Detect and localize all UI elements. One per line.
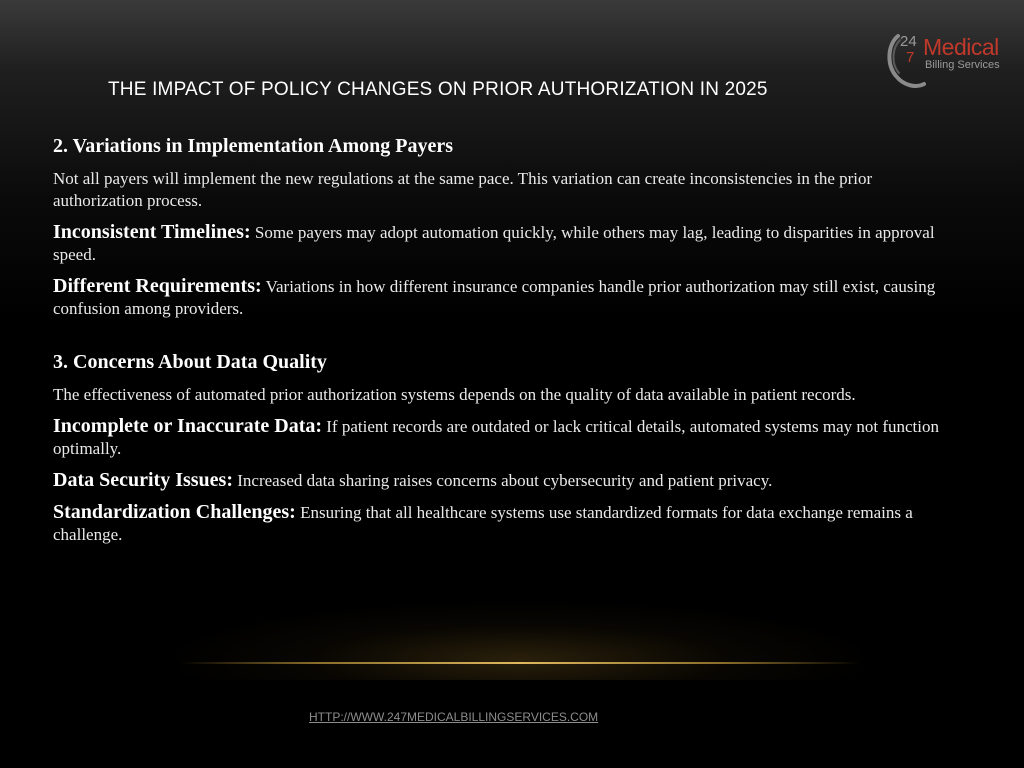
item-label: Data Security Issues: — [53, 469, 233, 491]
section-3-intro: The effectiveness of automated prior authorization systems depends on the quality of data available in patient records. — [53, 385, 856, 404]
item-label: Different Requirements: — [53, 275, 262, 297]
logo-word: Medical — [923, 34, 999, 60]
section-3-heading: 3. Concerns About Data Quality — [53, 351, 327, 373]
item-label: Inconsistent Timelines: — [53, 221, 251, 243]
item-label: Standardization Challenges: — [53, 501, 296, 523]
logo-subtitle: Billing Services — [925, 59, 1000, 71]
section-2-item — [53, 275, 963, 320]
section-2-intro: Not all payers will implement the new regulations at the same pace. This variation can create inconsistencies in the prior authorization process. — [53, 169, 873, 210]
company-logo — [886, 30, 1006, 92]
section-spacer — [53, 329, 963, 349]
footer-glow — [160, 600, 880, 680]
footer-divider — [180, 662, 860, 664]
slide-title: THE IMPACT OF POLICY CHANGES ON PRIOR AUTHORIZATION IN 2025 — [108, 79, 768, 100]
section-3-item — [53, 501, 963, 546]
slide-content — [53, 133, 963, 555]
item-text: Variations in how different insurance companies handle prior authorization may still exist, causing confusion among providers. — [53, 277, 936, 318]
section-2-item — [53, 221, 963, 266]
logo-number-top: 24 — [900, 33, 917, 50]
section-3-item — [53, 415, 963, 460]
section-2-heading: 2. Variations in Implementation Among Payers — [53, 135, 454, 157]
section-3-item — [53, 469, 963, 492]
item-text: Some payers may adopt automation quickly, while others may lag, leading to disparities in approval speed. — [53, 223, 935, 264]
item-text: Ensuring that all healthcare systems use standardized formats for data exchange remains a challenge. — [53, 503, 913, 544]
item-text: If patient records are outdated or lack critical details, automated systems may not function optimally. — [53, 417, 939, 458]
item-label: Incomplete or Inaccurate Data: — [53, 415, 323, 437]
item-text: Increased data sharing raises concerns about cybersecurity and patient privacy. — [233, 471, 773, 490]
website-link[interactable]: HTTP://WWW.247MEDICALBILLINGSERVICES.COM — [309, 710, 599, 724]
logo-number-bottom: 7 — [906, 49, 915, 66]
